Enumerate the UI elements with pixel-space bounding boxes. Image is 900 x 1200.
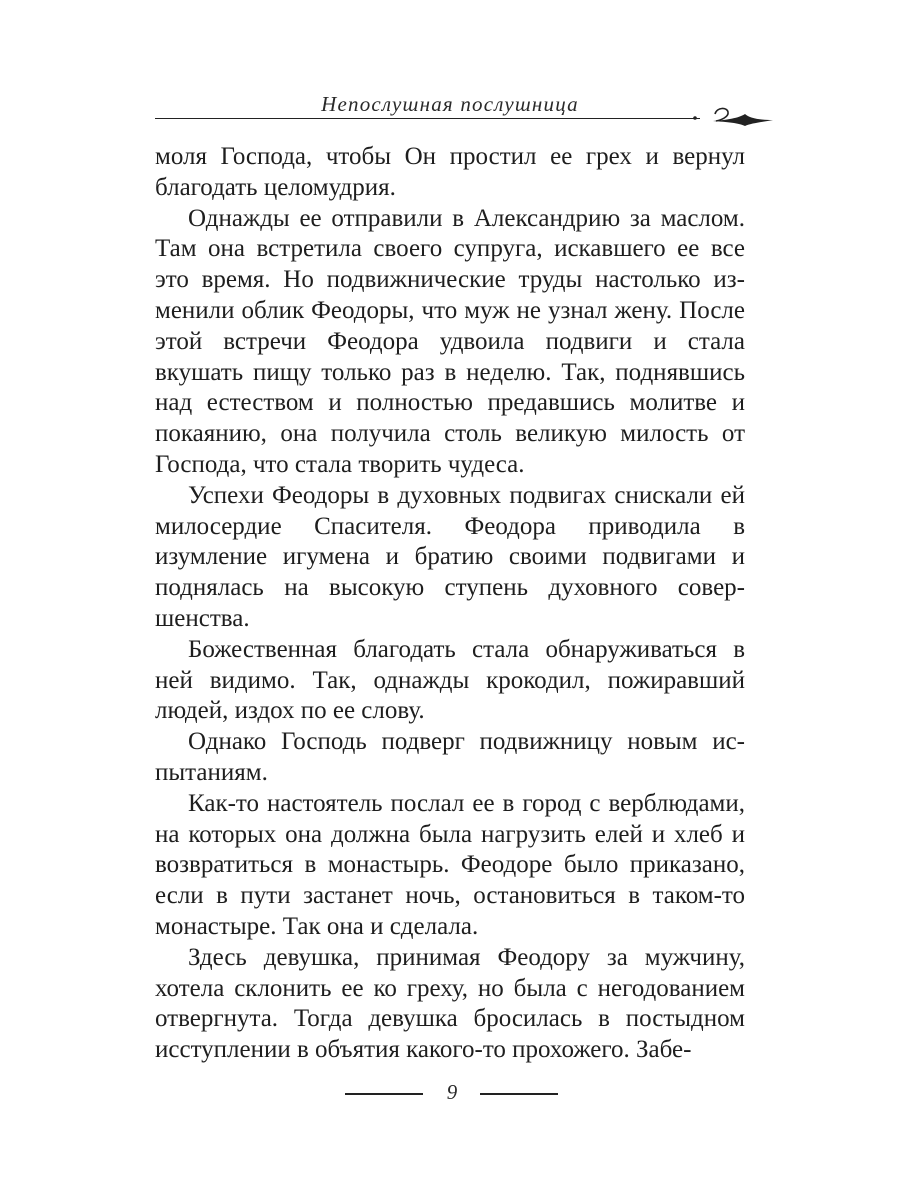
footer-rule-left bbox=[345, 1093, 423, 1095]
running-head bbox=[155, 88, 745, 128]
paragraph: Успехи Феодоры в духовных подвигах снискали ей милосердие Спасителя. Феодора приводила в изумление игумена и братию своими подвигами и поднялась на высокую ступень духовного совершенства. bbox=[155, 481, 745, 632]
paragraph: Однако Господь подверг подвижницу новым испытаниям. bbox=[155, 728, 745, 786]
footer-rule-right bbox=[480, 1093, 558, 1095]
header-rule bbox=[155, 118, 700, 119]
page-footer bbox=[340, 1078, 560, 1108]
header-flourish-ornament bbox=[693, 104, 775, 130]
paragraph: Здесь девушка, принимая Феодору за мужчину, хотела склонить ее ко греху, но была с негодованием отвергнута. Тогда девушка бросилась в постыдном исступлении в объятия какого-то прохожего. Забе- bbox=[155, 943, 745, 1064]
running-title: Непослушная послушница bbox=[321, 92, 579, 116]
paragraph: Однажды ее отправили в Александрию за маслом. Там она встретила своего супруга, искавшего ее все это время. Но подвижнические труды настолько изменили облик Феодоры, что муж не узнал жену. После этой встречи Феодора удвоила подвиги и стала вкушать пищу только раз в неделю. Так, поднявшись над естеством и полностью предавшись молитве и покаянию, она получила столь великую милость от Господа, что стала творить чудеса. bbox=[155, 204, 745, 478]
page-number: 9 bbox=[446, 1080, 458, 1104]
body-text bbox=[155, 142, 745, 1066]
paragraph: Божественная благодать стала обнаруживаться в ней видимо. Так, однажды крокодил, пожиравший людей, издох по ее слову. bbox=[155, 635, 745, 725]
paragraph: Как-то настоятель послал ее в город с верблюдами, на которых она должна была нагрузить елей и хлеб и возвратиться в монастырь. Феодоре было приказано, если в пути застанет ночь, остановиться в таком-то монастыре. Так она и сделала. bbox=[155, 789, 745, 940]
paragraph: моля Господа, чтобы Он простил ее грех и вернул благодать целомудрия. bbox=[155, 143, 745, 201]
